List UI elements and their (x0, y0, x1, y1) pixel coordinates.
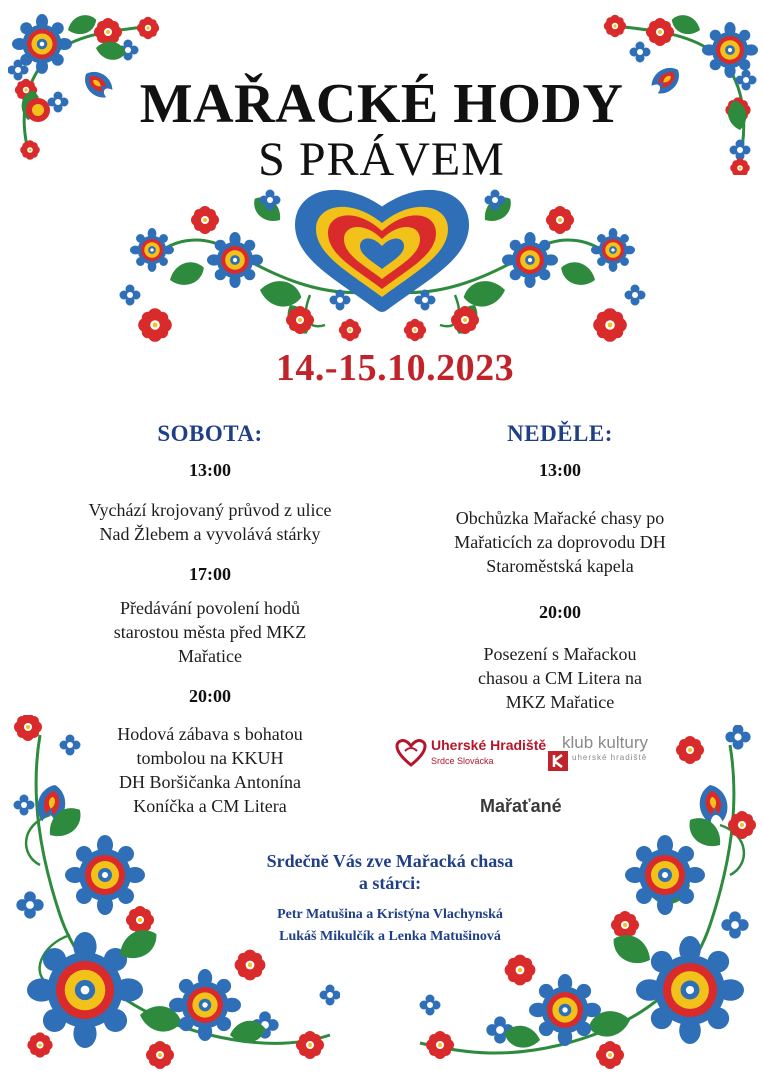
event-line: Nad Žlebem a vyvolává stárky (99, 524, 321, 544)
event-line: Vychází krojovaný průvod z ulice (88, 500, 332, 520)
event-line: chasou a CM Litera na (478, 668, 642, 688)
event-line: Staroměstská kapela (486, 556, 634, 576)
event-line: Mařatice (178, 646, 242, 666)
event-description (410, 506, 710, 578)
event-line: DH Boršičanka Antonína (119, 772, 301, 792)
poster-title: MAŘACKÉ HODY (139, 73, 624, 135)
event-time: 20:00 (539, 602, 581, 622)
event-line: MKZ Mařatice (505, 692, 615, 712)
maratane-logo: Mařaťané (480, 796, 562, 816)
event-line: starostou města před MKZ (113, 622, 307, 642)
event-date: 14.-15.10.2023 (275, 347, 515, 389)
uh-name: Uherské Hradiště (431, 737, 547, 753)
invitation-line: a stárci: (358, 873, 422, 893)
sunday-heading: NEDĚLE: (507, 421, 613, 446)
event-description (60, 498, 360, 546)
kk-tagline: uherské hradiště (572, 753, 648, 762)
event-line: Posezení s Mařackou (483, 644, 637, 664)
event-line: Koníčka a CM Litera (133, 796, 287, 816)
event-line: tombolou na KKUH (136, 748, 284, 768)
sunday-schedule (410, 422, 710, 714)
event-time: 17:00 (189, 564, 231, 584)
event-line: Předávání povolení hodů (120, 598, 300, 618)
uh-tagline: Srdce Slovácka (431, 756, 494, 766)
invitation-line: Srdečně Vás zve Mařacká chasa (266, 851, 514, 871)
corner-ornament-bottom-right (405, 725, 760, 1075)
host-couple: Lukáš Mikulčík a Lenka Matušinová (279, 929, 501, 944)
kk-name: klub kultury (562, 733, 648, 752)
corner-ornament-bottom-left (10, 715, 340, 1075)
event-description (60, 596, 360, 668)
host-couple: Petr Matušina a Kristýna Vlachynská (277, 907, 503, 922)
event-description (410, 642, 710, 714)
event-time: 13:00 (539, 460, 581, 480)
heart-ornament (110, 180, 655, 350)
poster-subtitle: S PRÁVEM (258, 133, 505, 186)
saturday-heading: SOBOTA: (157, 421, 263, 446)
event-line: Obchůzka Mařacké chasy po (455, 508, 665, 528)
event-line: Mařaticích za doprovodu DH (454, 532, 666, 552)
event-time: 20:00 (189, 686, 231, 706)
event-line: Hodová zábava s bohatou (117, 724, 303, 744)
event-time: 13:00 (189, 460, 231, 480)
